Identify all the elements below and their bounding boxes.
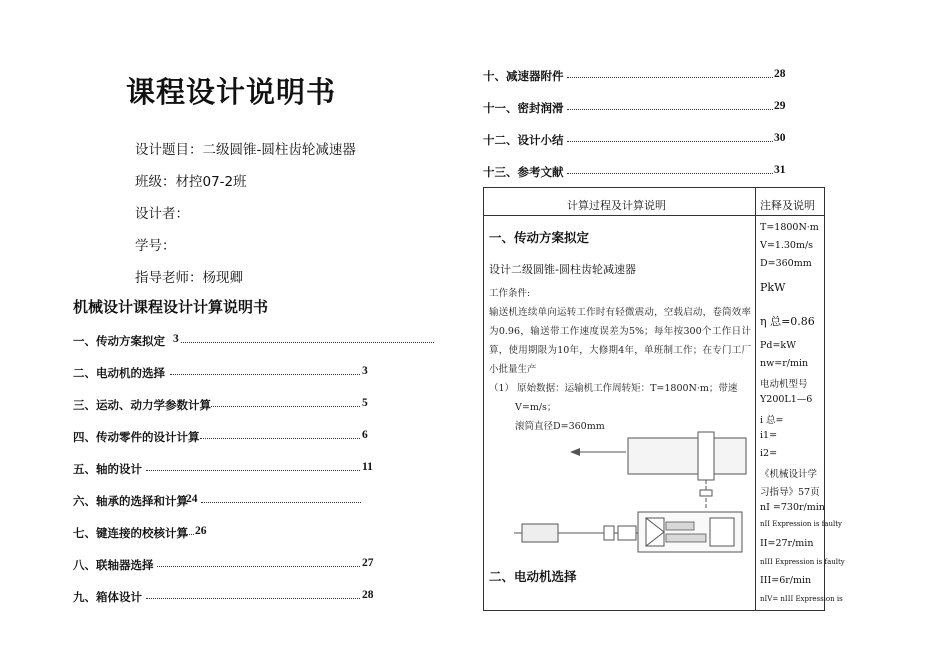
toc-entry[interactable] — [483, 68, 793, 84]
toc-entry-label: 五、轴的设计 — [73, 462, 142, 476]
conditions-label: 工作条件: — [489, 288, 531, 299]
toc-entry-page: 24 — [186, 493, 198, 505]
note-item: 《机械设计学 — [760, 469, 818, 480]
note-item: η 总=0.86 — [760, 315, 815, 328]
advisor-field: 指导老师：杨现卿 — [135, 270, 243, 286]
toc-entry[interactable] — [483, 132, 793, 148]
toc-entry-label: 十一、密封润滑 — [483, 101, 564, 115]
toc-entry-label: 十、减速器附件 — [483, 69, 564, 83]
class-field: 班级：材控07-2班 — [135, 174, 247, 190]
toc-entry-label: 四、传动零件的设计计算 — [73, 430, 200, 444]
column-divider — [755, 188, 756, 610]
conditions-text: 输送机连续单向运转工作时有轻微震动，空载启动，卷筒效率为0.96，输送带工作速度误差为5%；每年按300个工作日计算，使用期限为10年，大修期4年，单班制工作；在专门工厂小批量生产 — [489, 307, 751, 375]
raw-data-line: 滚筒直径D=360mm — [515, 421, 605, 432]
note-item: D=360mm — [760, 258, 812, 269]
toc-entry-page: 6 — [362, 429, 368, 441]
note-item: nI =730r/min — [760, 502, 825, 513]
toc-entry-label: 三、运动、动力学参数计算 — [73, 398, 211, 412]
toc-entry-label: 九、箱体设计 — [73, 590, 142, 604]
note-item: nIII Expression is faulty — [760, 558, 845, 566]
design-topic: 设计题目：二级圆锥-圆柱齿轮减速器 — [135, 142, 356, 158]
dot-leader — [146, 470, 360, 471]
transmission-schematic — [514, 428, 750, 558]
dot-leader — [567, 109, 773, 110]
toc-entry-page: 5 — [362, 397, 368, 409]
toc-entry[interactable] — [73, 365, 373, 381]
notes-column-header: 注释及说明 — [760, 199, 815, 212]
dot-leader — [186, 534, 194, 535]
raw-data-line: V=m/s； — [515, 402, 557, 413]
toc-entry[interactable] — [73, 397, 373, 413]
designer-field: 设计者： — [135, 206, 189, 222]
toc-entry-page: 3 — [362, 365, 368, 377]
dot-leader — [211, 406, 360, 407]
toc-entry-page: 30 — [774, 132, 786, 144]
toc-entry-page: 28 — [774, 68, 786, 80]
dot-leader — [567, 77, 773, 78]
note-item: Pd=kW — [760, 340, 796, 351]
toc-entry[interactable] — [73, 333, 373, 349]
toc-entry-page: 31 — [774, 164, 786, 176]
dot-leader — [567, 141, 773, 142]
toc-entry-label: 十二、设计小结 — [483, 133, 564, 147]
toc-entry-label: 十三、参考文献 — [483, 165, 564, 179]
note-item: III=6r/min — [760, 575, 812, 586]
note-item: Y200L1—6 — [760, 394, 813, 405]
calc-column-header: 计算过程及计算说明 — [567, 199, 666, 212]
dot-leader — [181, 342, 434, 343]
note-item: nII Expression is faulty — [760, 520, 842, 528]
note-item: PkW — [760, 281, 786, 294]
note-item: nIV= nIII Expression is — [760, 595, 843, 603]
note-item: V=1.30m/s — [760, 240, 814, 251]
toc-entry-page: 27 — [362, 557, 374, 569]
toc-entry-page: 3 — [173, 333, 179, 345]
document-title: 课程设计说明书 — [126, 75, 337, 109]
dot-leader — [146, 598, 360, 599]
dot-leader — [170, 374, 360, 375]
note-item: i1= — [760, 430, 778, 441]
toc-entry[interactable] — [483, 164, 793, 180]
note-item: T=1800N·m — [760, 222, 819, 233]
section-heading: 二、电动机选择 — [489, 569, 577, 584]
toc-entry[interactable] — [73, 461, 373, 477]
toc-entry[interactable] — [73, 589, 378, 605]
toc-entry-page: 29 — [774, 100, 786, 112]
note-item: nw=r/min — [760, 358, 809, 369]
toc-entry-page: 26 — [195, 525, 207, 537]
note-item: i 总= — [760, 415, 784, 426]
dot-leader — [567, 173, 773, 174]
toc-entry-page: 28 — [362, 589, 374, 601]
toc-title: 机械设计课程设计计算说明书 — [73, 298, 269, 316]
dot-leader — [201, 502, 361, 503]
note-item: II=27r/min — [760, 538, 814, 549]
toc-entry[interactable] — [483, 100, 793, 116]
design-line: 设计二级圆锥-圆柱齿轮减速器 — [489, 263, 636, 276]
toc-entry-page: 11 — [362, 461, 373, 473]
toc-entry-label: 八、联轴器选择 — [73, 558, 154, 572]
header-rule — [484, 215, 824, 216]
toc-entry[interactable] — [73, 429, 373, 445]
raw-data-line: （1） 原始数据：运输机工作周转矩：T=1800N·m；带速 — [489, 383, 738, 394]
section-heading: 一、传动方案拟定 — [489, 230, 590, 245]
note-item: 习指导》57页 — [760, 487, 820, 498]
student-id-field: 学号： — [135, 238, 176, 254]
toc-entry-label: 六、轴承的选择和计算 — [73, 494, 188, 508]
dot-leader — [157, 566, 360, 567]
note-item: i2= — [760, 448, 778, 459]
calculation-table — [483, 187, 845, 611]
note-item: 电动机型号 — [760, 379, 808, 390]
toc-entry-label: 一、传动方案拟定 — [73, 334, 165, 348]
toc-entry[interactable] — [73, 493, 373, 509]
dot-leader — [200, 438, 360, 439]
toc-entry[interactable] — [73, 525, 373, 541]
toc-entry[interactable] — [73, 557, 378, 573]
toc-entry-label: 七、键连接的校核计算 — [73, 526, 188, 540]
toc-entry-label: 二、电动机的选择 — [73, 366, 165, 380]
